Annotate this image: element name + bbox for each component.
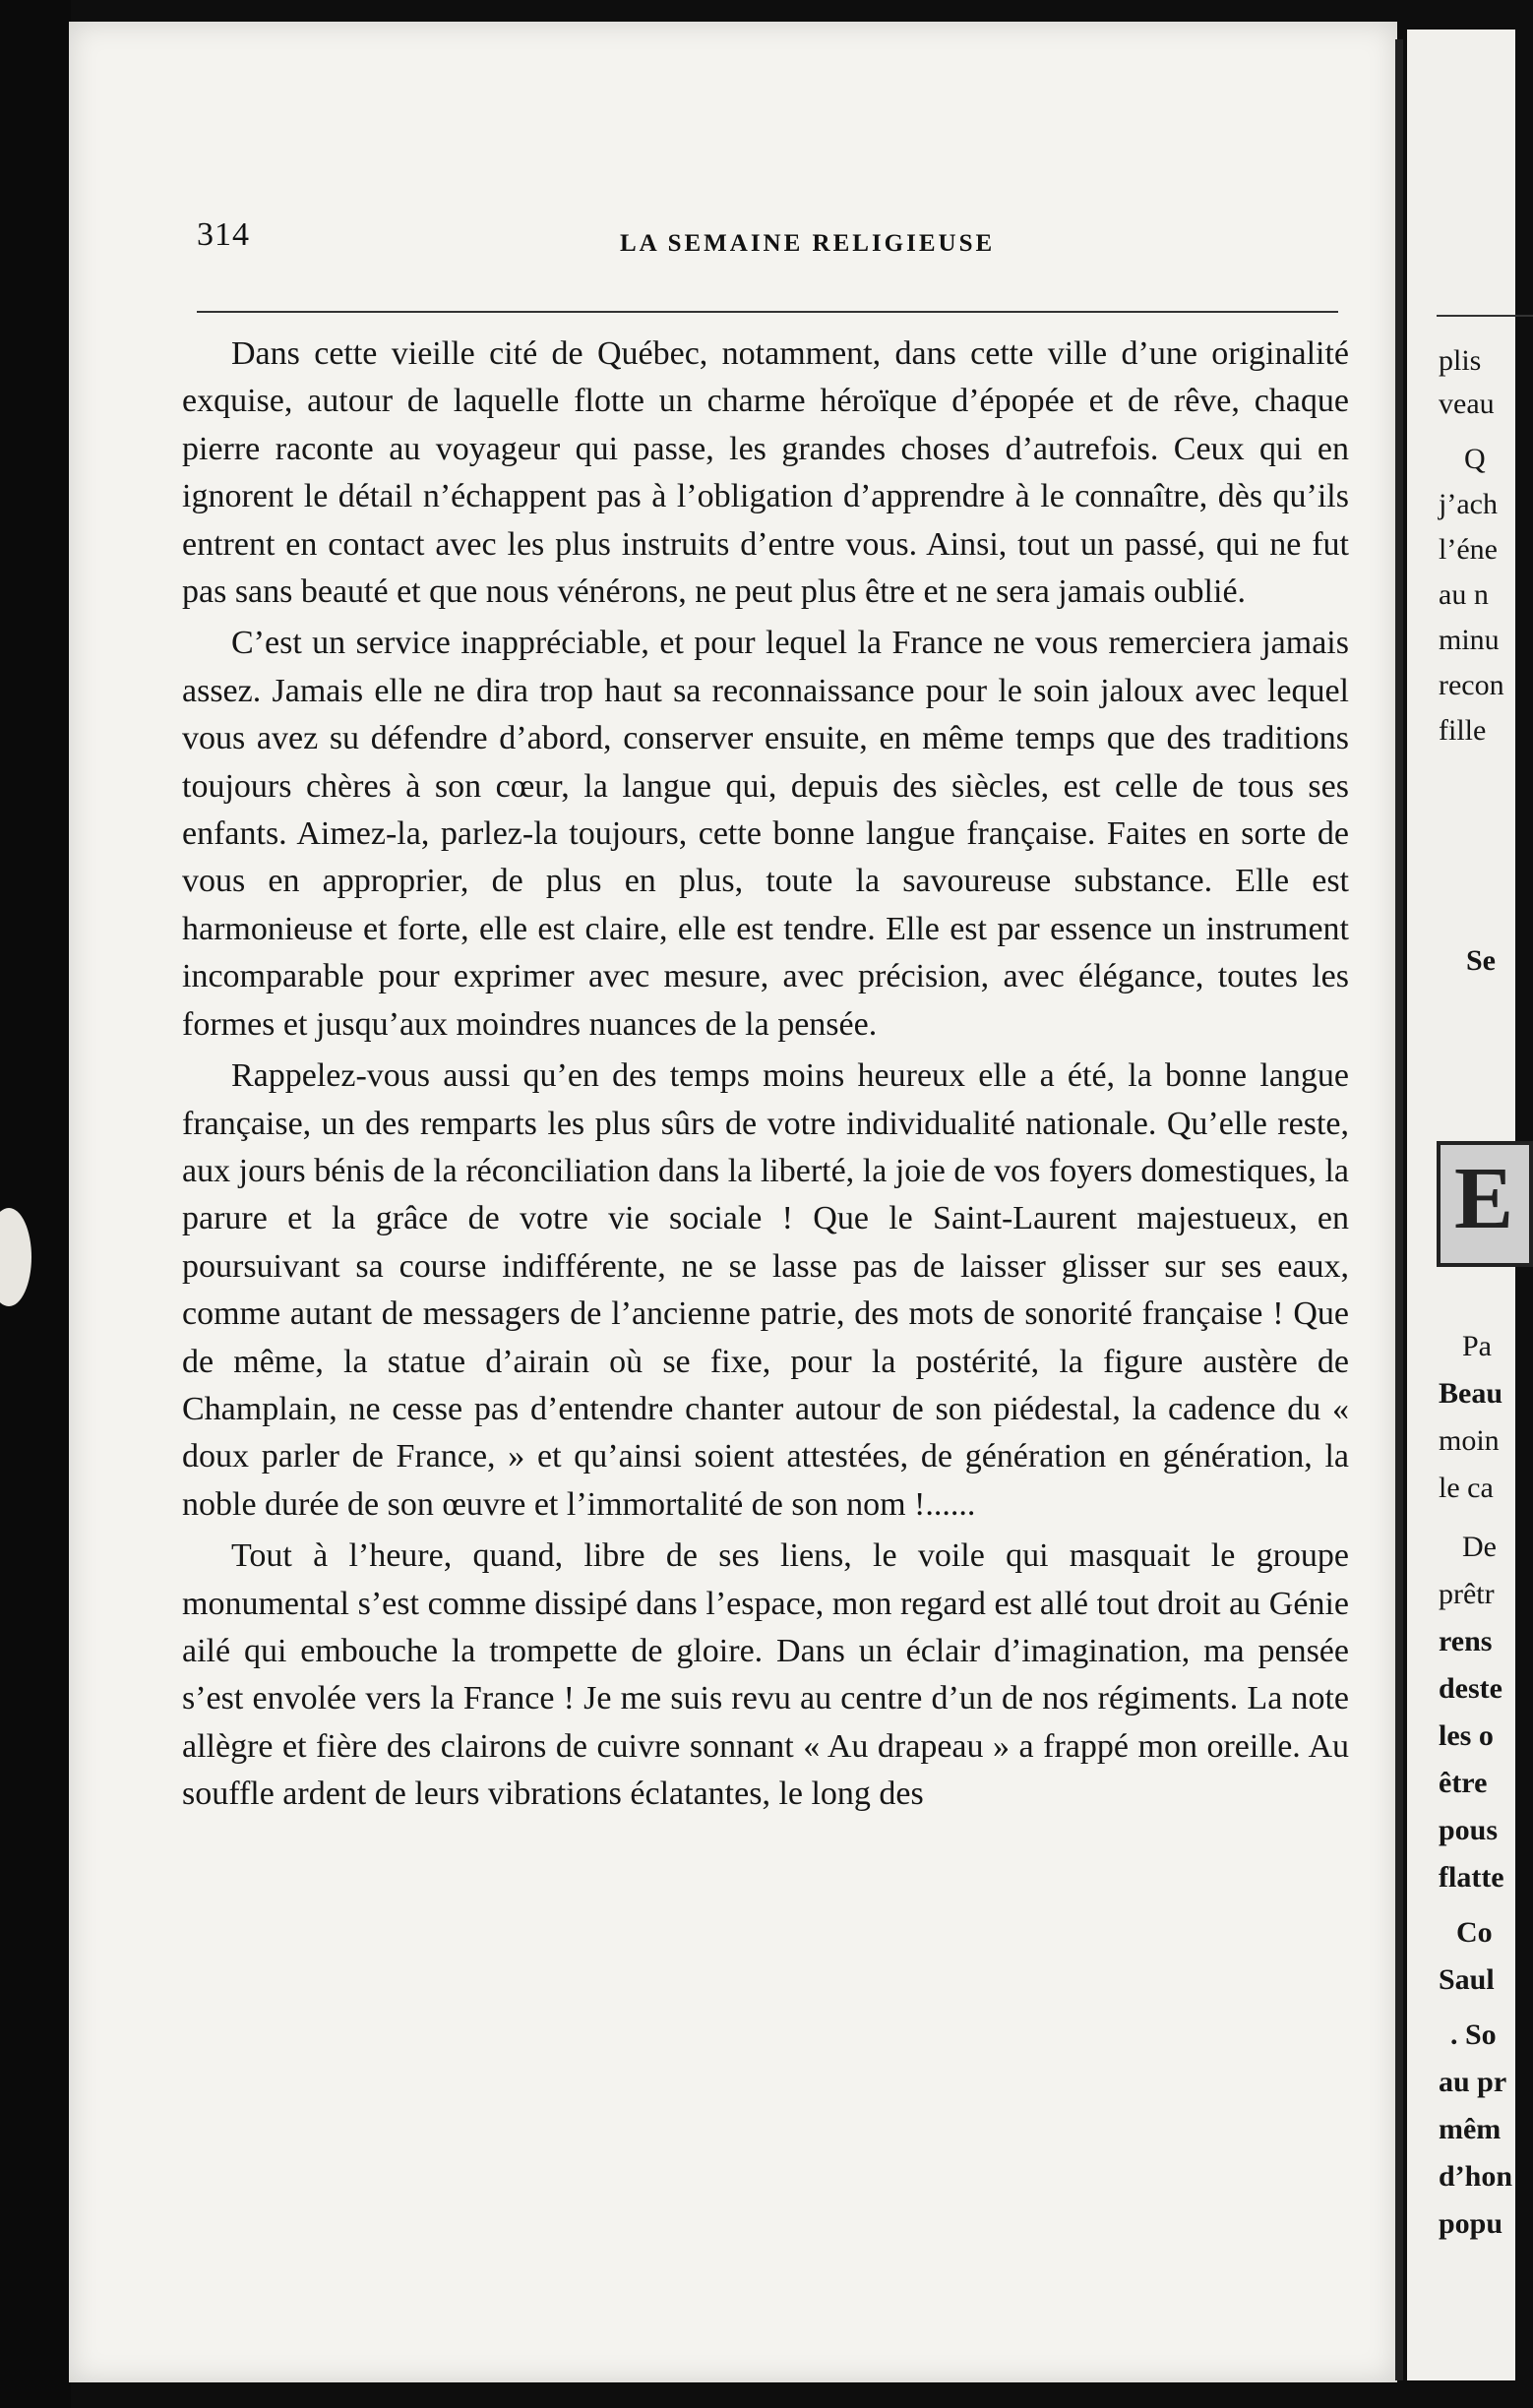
paragraph: Tout à l’heure, quand, libre de ses liens, le voile qui masquait le groupe monumental s’est comme dissipé dans l’espace, mon regard est allé tout droit au Génie ailé qui embouche la trompette de gloire. Dans un éclair d’imagination, ma pensée s’est envolée vers la France ! Je me suis revu au centre d’un de nos régiments. La note allègre et fière des clairons de cuivre sonnant « Au drapeau » a frappé mon oreille. Au souffle ardent de leurs vibrations éclatantes, le long des [182,1537,1349,1813]
facing-text-fragment: Pa [1462,1330,1492,1362]
page-header [197,216,1338,275]
facing-text-fragment: moin [1439,1424,1500,1457]
facing-text-fragment: l’éne [1439,533,1498,566]
facing-text-fragment: être [1439,1767,1488,1799]
facing-text-fragment: plis [1439,344,1482,377]
facing-text-fragment: Q [1464,443,1486,475]
dropcap-initial [1437,1141,1533,1267]
facing-text-fragment: Co [1456,1916,1493,1949]
facing-text-fragment: Beau [1439,1377,1503,1410]
facing-text-fragment: deste [1439,1672,1502,1705]
facing-text-fragment: au pr [1439,2066,1507,2098]
facing-text-fragment: les o [1439,1719,1494,1752]
facing-heading-fragment: Se [1466,944,1496,977]
facing-text-fragment: le ca [1439,1472,1494,1504]
facing-page [1407,30,1515,2380]
facing-text-fragment: flatte [1439,1861,1504,1894]
facing-text-fragment: recon [1439,669,1504,701]
header-rule [197,311,1338,313]
facing-text-fragment: Saul [1439,1963,1495,1996]
scanner-edge [0,0,71,2408]
running-head: LA SEMAINE RELIGIEUSE [620,230,996,257]
facing-text-fragment: pous [1439,1814,1499,1846]
facing-text-fragment: . So [1450,2018,1497,2051]
paragraph: Dans cette vieille cité de Québec, notamment, dans cette ville d’une originalité exquise, autour de laquelle flotte un charme héroïque d’épopée et de rêve, chaque pierre raconte au voyageur qui passe, les grandes choses d’autrefois. Ceux qui en ignorent le détail n’échappent pas à l’obligation d’apprendre à le connaître, dès qu’ils entrent en contact avec les plus instruits d’entre vous. Ainsi, tout un passé, qui ne fut pas sans beauté et que nous vénérons, ne peut plus être et ne sera jamais oublié. [182,335,1349,611]
body-text [182,331,1349,1823]
facing-text-fragment: popu [1439,2207,1503,2240]
paragraph: Rappelez-vous aussi qu’en des temps moins heureux elle a été, la bonne langue française, un des remparts les plus sûrs de votre individualité nationale. Qu’elle reste, aux jours bénis de la réconciliation dans la liberté, la joie de vos foyers domestiques, la parure et la grâce de votre vie sociale ! Que le Saint-Laurent majestueux, en poursuivant sa course indifférente, ne se lasse pas de laisser glisser sur ses eaux, comme autant de messagers de l’ancienne patrie, des mots de sonorité française ! Que de même, la statue d’airain où se fixe, pour la postérité, la figure austère de Champlain, ne cesse pas d’entendre chanter autour de son piédestal, la cadence du « doux parler de France, » et qu’ainsi soient attestées, de génération en génération, la noble durée de son œuvre et l’immortalité de son nom !...... [182,1057,1349,1523]
dropcap-letter: E [1454,1150,1514,1247]
facing-text-fragment: De [1462,1531,1497,1563]
facing-text-fragment: d’hon [1439,2160,1513,2193]
facing-text-fragment: prêtr [1439,1578,1495,1610]
facing-header-rule [1437,315,1533,317]
page-number: 314 [197,216,250,253]
facing-text-fragment: minu [1439,624,1500,656]
paragraph: C’est un service inappréciable, et pour lequel la France ne vous remerciera jamais assez. Jamais elle ne dira trop haut sa reconnaissance pour le soin jaloux avec lequel vous avez su défendre d’abord, conserver ensuite, en même temps que des traditions toujours chères à son cœur, la langue qui, depuis des siècles, est celle de tous ses enfants. Aimez-la, parlez-la toujours, cette bonne langue française. Faites en sorte de vous en approprier, de plus en plus, toute la savoureuse substance. Elle est harmonieuse et forte, elle est claire, elle est tendre. Elle est par essence un instrument incomparable pour exprimer avec mesure, avec précision, avec élégance, toutes les formes et jusqu’aux moindres nuances de la pensée. [182,625,1349,1043]
facing-text-fragment: fille [1439,714,1487,747]
facing-text-fragment: mêm [1439,2113,1502,2145]
facing-text-fragment: veau [1439,388,1495,420]
page-gutter [1395,39,1403,2380]
facing-text-fragment: rens [1439,1625,1493,1657]
facing-text-fragment: au n [1439,578,1489,611]
facing-text-fragment: j’ach [1439,488,1498,520]
